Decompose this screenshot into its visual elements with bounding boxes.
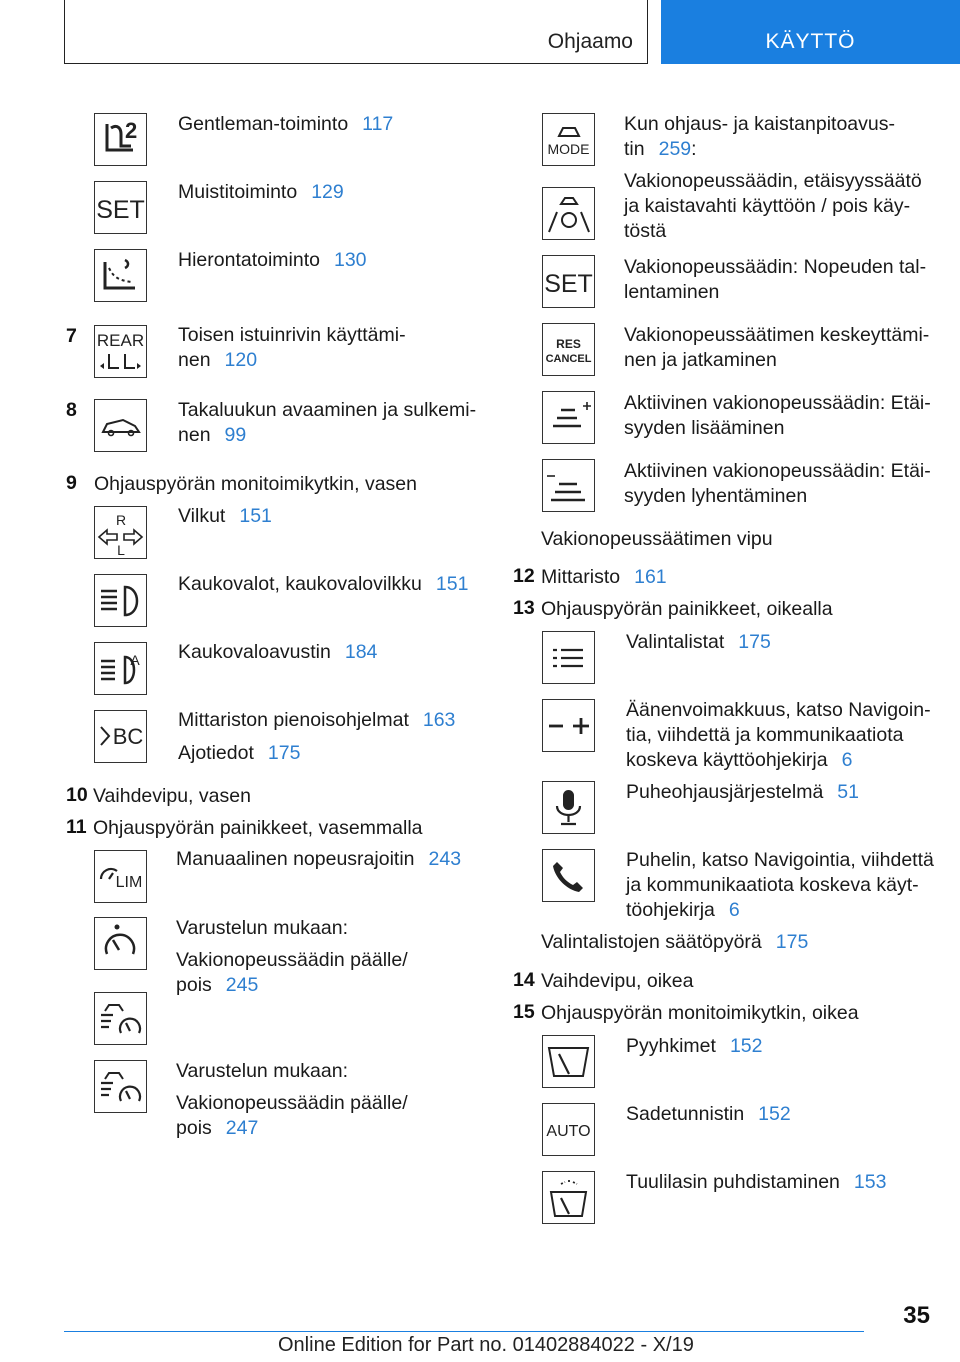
left-item-2: Hierontatoiminto 130 xyxy=(178,249,367,271)
item-heading: Mittaristo 161 xyxy=(541,566,667,588)
svg-text:REAR: REAR xyxy=(96,331,145,350)
svg-text:SET: SET xyxy=(96,196,145,224)
item-heading: Ohjauspyörän painikkeet, oikealla xyxy=(541,598,833,620)
left-item-8: Kaukovaloavustin 184 xyxy=(178,641,378,663)
header-section-title: Ohjaamo xyxy=(547,30,633,53)
item-number: 15 xyxy=(513,1001,535,1023)
item-heading: Vakionopeussäätimen vipu xyxy=(541,528,773,550)
right-item-18: Tuulilasin puhdistaminen 153 xyxy=(626,1171,887,1193)
auto-button-icon xyxy=(542,1103,595,1156)
list-icon xyxy=(542,631,595,684)
wiper-icon xyxy=(542,1035,595,1088)
page-link[interactable]: 175 xyxy=(775,931,809,953)
svg-text:AUTO: AUTO xyxy=(546,1123,591,1140)
page-link[interactable]: 130 xyxy=(333,249,367,271)
volume-icon xyxy=(542,699,595,752)
item-heading: Vaihdevipu, vasen xyxy=(93,785,251,807)
right-item-1: Vakionopeussäädin, etäisyyssäätö ja kaistavahti käyttöön / pois käy- töstä xyxy=(624,170,922,242)
left-item-4: Takaluukun avaaminen ja sulkemi- nen 99 xyxy=(178,399,477,446)
right-item-16: Pyyhkimet 152 xyxy=(626,1035,763,1057)
page-link[interactable]: 243 xyxy=(428,848,462,870)
high-beam-icon xyxy=(94,574,147,627)
header-section-box xyxy=(64,0,648,64)
right-item-9: Valintalistat 175 xyxy=(626,631,771,653)
page-link[interactable]: 152 xyxy=(729,1035,763,1057)
header-chapter-title: KÄYTTÖ xyxy=(765,30,856,53)
mode-button-icon xyxy=(542,113,595,166)
item-number: 11 xyxy=(66,816,87,838)
rear-seat-icon xyxy=(94,325,147,378)
phone-icon xyxy=(542,849,595,902)
item-heading: Ohjauspyörän monitoimikytkin, vasen xyxy=(94,473,417,495)
item-number: 7 xyxy=(66,325,77,347)
right-item-10: Äänenvoimakkuus, katso Navigoin- tia, viihdettä ja kommunikaatiota koskeva käyttöohjekirja 6 xyxy=(626,699,931,771)
left-item-1: Muistitoiminto 129 xyxy=(178,181,344,203)
page-link[interactable]: 161 xyxy=(634,566,667,588)
item-heading: Vaihdevipu, oikea xyxy=(541,970,694,992)
svg-text:A: A xyxy=(130,652,140,668)
item-number: 8 xyxy=(66,399,77,421)
item-heading: Ohjauspyörän painikkeet, vasemmalla xyxy=(93,817,423,839)
page-link[interactable]: 175 xyxy=(267,742,301,764)
footer-divider xyxy=(64,1331,864,1332)
set-button-icon-2 xyxy=(542,255,595,308)
item-number: 9 xyxy=(66,472,77,494)
svg-text:MODE: MODE xyxy=(547,141,590,157)
page-link[interactable]: 175 xyxy=(738,631,771,653)
seat-memory-2-icon xyxy=(94,113,147,166)
item-heading: Valintalistojen säätöpyörä 175 xyxy=(541,931,809,953)
page-link[interactable]: 163 xyxy=(422,709,456,731)
page-link[interactable]: 153 xyxy=(853,1171,887,1193)
left-item-15: pois 245 xyxy=(176,974,259,996)
right-item-11: Puheohjausjärjestelmä 51 xyxy=(626,781,859,803)
item-number: 10 xyxy=(66,784,88,806)
page-link[interactable]: 51 xyxy=(837,781,859,803)
header-chapter-tab[interactable] xyxy=(661,0,960,64)
speed-limiter-icon xyxy=(94,850,147,903)
page-link[interactable]: 151 xyxy=(435,573,469,595)
left-item-18: Vakionopeussäädin päälle/ xyxy=(176,1092,408,1114)
right-item-5: Aktiivinen vakionopeussäädin: Etäi- syyden lyhentäminen xyxy=(624,460,931,507)
svg-text:SET: SET xyxy=(544,270,593,298)
page-link[interactable]: 247 xyxy=(225,1117,259,1139)
high-beam-assist-icon xyxy=(94,642,147,695)
item-heading: Ohjauspyörän monitoimikytkin, oikea xyxy=(541,1002,859,1024)
page-link[interactable]: 152 xyxy=(758,1103,791,1125)
page-link[interactable]: 117 xyxy=(362,113,394,135)
left-item-17: Varustelun mukaan: xyxy=(176,1060,348,1082)
svg-text:L: L xyxy=(117,542,125,558)
right-item-17: Sadetunnistin 152 xyxy=(626,1103,791,1125)
microphone-icon xyxy=(542,781,595,834)
tailgate-icon xyxy=(94,399,147,452)
right-item-4: Aktiivinen vakionopeussäädin: Etäi- syyden lisääminen xyxy=(624,392,931,439)
left-item-13: Varustelun mukaan: xyxy=(176,917,348,939)
distance-plus-icon xyxy=(542,391,595,444)
bc-button-icon xyxy=(94,710,147,763)
right-item-3: Vakionopeussäätimen keskeyttämi- nen ja jatkaminen xyxy=(624,324,930,371)
page-link[interactable]: 120 xyxy=(224,349,258,371)
item-number: 12 xyxy=(513,565,535,587)
page-link[interactable]: 151 xyxy=(239,505,272,527)
set-button-icon xyxy=(94,181,147,234)
svg-text:R: R xyxy=(115,512,127,528)
page-link[interactable]: 245 xyxy=(225,974,259,996)
left-item-9: Mittariston pienoisohjelmat 163 Ajotiedot 175 xyxy=(178,709,456,764)
svg-text:LIM: LIM xyxy=(115,874,143,891)
page-number: 35 xyxy=(903,1302,930,1329)
page-link[interactable]: 6 xyxy=(841,749,853,771)
distance-minus-icon xyxy=(542,459,595,512)
res-cancel-icon xyxy=(542,323,595,376)
washer-icon xyxy=(542,1171,595,1224)
left-item-0: Gentleman-toiminto 117 xyxy=(178,113,394,135)
left-item-7: Kaukovalot, kaukovalovilkku 151 xyxy=(178,573,469,595)
left-item-12: Manuaalinen nopeusrajoitin 243 xyxy=(176,848,462,870)
page-link[interactable]: 129 xyxy=(311,181,344,203)
active-cruise-icon-2 xyxy=(94,1060,147,1113)
right-item-2: Vakionopeussäädin: Nopeuden tal- lentaminen xyxy=(624,256,927,303)
right-item-12: Puhelin, katso Navigointia, viihdettä ja kommunikaatiota koskeva käyt- töohjekirja 6 xyxy=(626,849,934,921)
cruise-control-icon xyxy=(94,917,147,970)
svg-text:CANCEL: CANCEL xyxy=(545,353,592,365)
left-item-3: Toisen istuinrivin käyttämi- nen 120 xyxy=(178,324,406,371)
page-link[interactable]: 99 xyxy=(224,424,247,446)
distance-assist-icon xyxy=(542,187,595,240)
footer-edition: Online Edition for Part no. 01402884022 - X/19 xyxy=(278,1334,694,1356)
item-number: 14 xyxy=(513,969,535,991)
svg-text:2: 2 xyxy=(125,118,138,143)
page-link[interactable]: 184 xyxy=(344,641,378,663)
page-link[interactable]: 6 xyxy=(728,899,740,921)
turn-signal-icon xyxy=(94,506,147,559)
active-cruise-icon xyxy=(94,992,147,1045)
left-item-19: pois 247 xyxy=(176,1117,259,1139)
right-item-0: Kun ohjaus- ja kaistanpitoavus- tin 259: xyxy=(624,113,895,160)
massage-seat-icon xyxy=(94,249,147,302)
item-number: 13 xyxy=(513,597,535,619)
left-item-6: Vilkut 151 xyxy=(178,505,272,527)
svg-text:BC: BC xyxy=(112,724,144,749)
svg-text:RES: RES xyxy=(556,337,581,351)
page-link[interactable]: 259 xyxy=(658,138,692,160)
left-item-14: Vakionopeussäädin päälle/ xyxy=(176,949,408,971)
